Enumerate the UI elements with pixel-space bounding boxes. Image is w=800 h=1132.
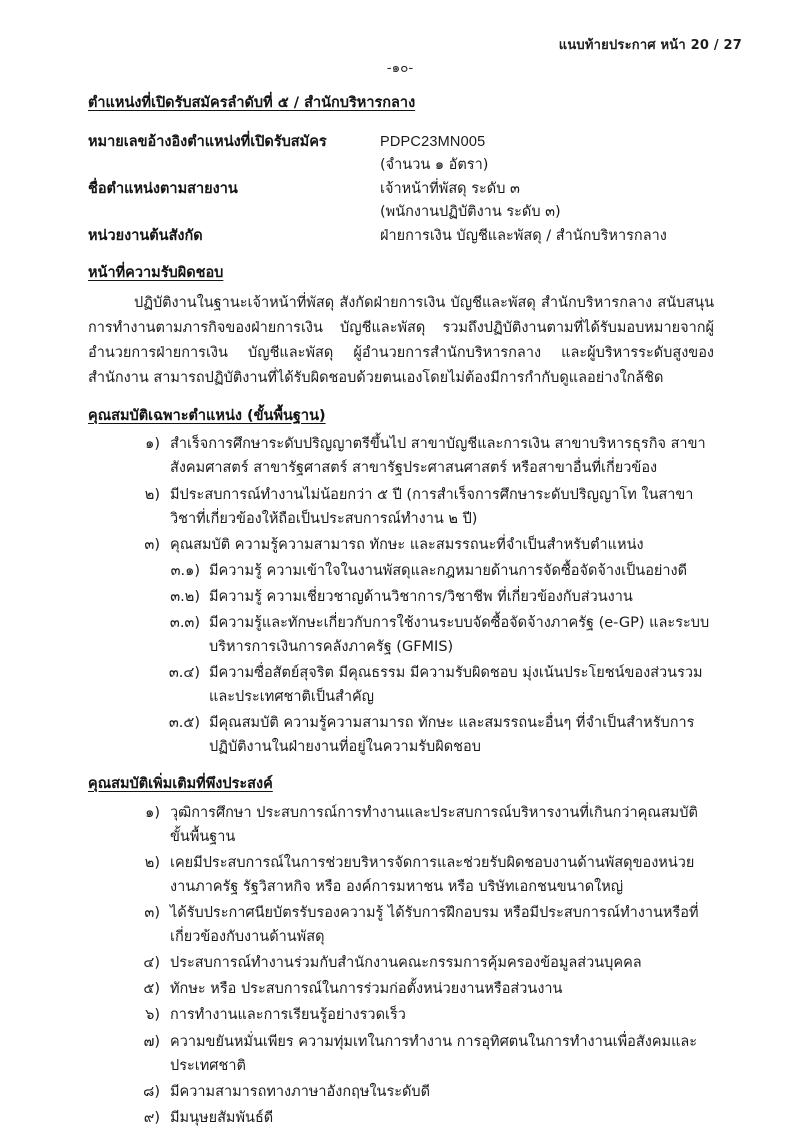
list-item bbox=[88, 533, 714, 557]
list-marker: ๔) bbox=[143, 955, 160, 972]
info-value-position-alt: (พนักงานปฏิบัติงาน ระดับ ๓) bbox=[380, 204, 561, 221]
list-marker: ๑) bbox=[145, 436, 160, 453]
list-item-text: ได้รับประกาศนียบัตรรับรองความรู้ ได้รับการฝึกอบรม หรือมีประสบการณ์ทำงานหรือที่เกี่ยวข้องกับงานด้านพัสดุ bbox=[170, 905, 699, 946]
list-item-text: มีความซื่อสัตย์สุจริต มีคุณธรรม มีความรับผิดชอบ มุ่งเน้นประโยชน์ของส่วนรวมและประเทศชาติเป็นสำคัญ bbox=[209, 664, 703, 706]
list-marker: ๘) bbox=[143, 1083, 160, 1100]
list-item bbox=[88, 611, 714, 659]
list-item-text: ประสบการณ์ทำงานร่วมกับสำนักงานคณะกรรมการคุ้มครองข้อมูลส่วนบุคคล bbox=[170, 955, 642, 972]
list-item-text: วุฒิการศึกษา ประสบการณ์การทำงานและประสบการณ์บริหารงานที่เกินกว่าคุณสมบัติขั้นพื้นฐาน bbox=[170, 804, 698, 846]
list-item-text: ทักษะ หรือ ประสบการณ์ในการร่วมก่อตั้งหน่วยงานหรือส่วนงาน bbox=[170, 981, 563, 998]
list-item-text: เคยมีประสบการณ์ในการช่วยบริหารจัดการและช่วยรับผิดชอบงานด้านพัสดุของหน่วยงานภาครัฐ รัฐวิสาหกิจ หรือ องค์การมหาชน หรือ บริษัทเอกชนขนาดใหญ่ bbox=[170, 855, 695, 896]
document-content bbox=[88, 92, 714, 1130]
list-marker: ๙) bbox=[143, 1109, 160, 1126]
list-item bbox=[88, 1003, 714, 1027]
list-marker: ๓.๔) bbox=[168, 664, 200, 681]
list-item bbox=[88, 483, 714, 531]
desirable-qualifications-heading: คุณสมบัติเพิ่มเติมที่พึงประสงค์ bbox=[88, 776, 273, 793]
info-values bbox=[380, 178, 714, 225]
responsibilities-section bbox=[88, 262, 714, 391]
core-qualifications-heading: คุณสมบัติเฉพาะตำแหน่ง (ขั้นพื้นฐาน) bbox=[88, 407, 326, 424]
page-folio-number: -๑๐- bbox=[386, 60, 414, 76]
list-marker: ๓) bbox=[144, 905, 160, 922]
desirable-qualifications-list bbox=[88, 801, 714, 1130]
info-values bbox=[380, 225, 714, 248]
list-item-text: มีความสามารถทางภาษาอังกฤษในระดับดี bbox=[170, 1083, 431, 1100]
list-item-text: มีความรู้ ความเชี่ยวชาญด้านวิชาการ/วิชาชีพ ที่เกี่ยวข้องกับส่วนงาน bbox=[209, 588, 633, 605]
list-item bbox=[88, 851, 714, 899]
position-info-block bbox=[88, 131, 714, 248]
list-item bbox=[88, 585, 714, 609]
info-value-headcount: (จำนวน ๑ อัตรา) bbox=[380, 157, 489, 174]
list-item bbox=[88, 977, 714, 1001]
list-marker: ๓.๕) bbox=[168, 715, 200, 732]
info-value-position: เจ้าหน้าที่พัสดุ ระดับ ๓ bbox=[380, 180, 520, 197]
list-item-text: คุณสมบัติ ความรู้ความสามารถ ทักษะ และสมรรถนะที่จำเป็นสำหรับตำแหน่ง bbox=[170, 536, 644, 553]
desirable-qualifications-section bbox=[88, 773, 714, 1130]
info-value-department: ฝ่ายการเงิน บัญชีและพัสดุ / สำนักบริหารกลาง bbox=[380, 227, 667, 244]
list-item bbox=[88, 901, 714, 949]
list-marker: ๒) bbox=[144, 486, 160, 503]
list-item-text: มีประสบการณ์ทำงานไม่น้อยกว่า ๕ ปี (การสำเร็จการศึกษาระดับปริญญาโท ในสาขาวิชาที่เกี่ยวข้องให้ถือเป็นประสบการณ์ทำงาน ๒ ปี) bbox=[170, 486, 694, 527]
info-row-position-title bbox=[88, 178, 714, 225]
list-item bbox=[88, 1030, 714, 1078]
core-qualifications-section bbox=[88, 405, 714, 760]
responsibilities-heading: หน้าที่ความรับผิดชอบ bbox=[88, 265, 224, 282]
list-marker: ๑) bbox=[145, 804, 160, 821]
list-item-text: มีความรู้และทักษะเกี่ยวกับการใช้งานระบบจัดซื้อจัดจ้างภาครัฐ (e-GP) และระบบบริหารการเงินการคลังภาครัฐ (GFMIS) bbox=[209, 614, 710, 655]
list-item bbox=[88, 801, 714, 849]
info-label: ชื่อตำแหน่งตามสายงาน bbox=[88, 180, 238, 197]
info-values bbox=[380, 131, 714, 178]
list-item bbox=[88, 1106, 714, 1130]
list-item bbox=[88, 432, 714, 480]
page-title: ตำแหน่งที่เปิดรับสมัครลำดับที่ ๕ / สำนักบริหารกลาง bbox=[88, 95, 416, 111]
info-label: หน่วยงานต้นสังกัด bbox=[88, 227, 203, 244]
list-item-text: การทำงานและการเรียนรู้อย่างรวดเร็ว bbox=[170, 1007, 406, 1024]
info-label: หมายเลขอ้างอิงตำแหน่งที่เปิดรับสมัคร bbox=[88, 133, 327, 150]
list-item bbox=[88, 1080, 714, 1104]
list-marker: ๒) bbox=[144, 855, 160, 872]
info-row-reference-number bbox=[88, 131, 714, 178]
list-item-text: สำเร็จการศึกษาระดับปริญญาตรีขึ้นไป สาขาบัญชีและการเงิน สาขาบริหารธุรกิจ สาขาสังคมศาสตร์ สาขารัฐศาสตร์ สาขารัฐประศาสนศาสตร์ หรือสาขาอื่นที่เกี่ยวข้อง bbox=[170, 436, 706, 477]
core-qualifications-list bbox=[88, 432, 714, 759]
list-marker: ๓.๓) bbox=[169, 614, 200, 631]
list-marker: ๓.๒) bbox=[170, 588, 200, 605]
list-marker: ๕) bbox=[143, 981, 160, 998]
list-item bbox=[88, 711, 714, 759]
list-marker: ๖) bbox=[145, 1007, 160, 1024]
list-item bbox=[88, 661, 714, 709]
list-item bbox=[88, 559, 714, 583]
info-row-department bbox=[88, 225, 714, 248]
list-marker: ๓.๑) bbox=[170, 562, 200, 579]
info-value-code: PDPC23MN005 bbox=[380, 133, 486, 150]
list-marker: ๓) bbox=[144, 536, 160, 553]
list-item-text: มีความรู้ ความเข้าใจในงานพัสดุและกฎหมายด้านการจัดซื้อจัดจ้างเป็นอย่างดี bbox=[209, 562, 688, 579]
responsibilities-paragraph: ปฏิบัติงานในฐานะเจ้าหน้าที่พัสดุ สังกัดฝ่ายการเงิน บัญชีและพัสดุ สำนักบริหารกลาง สนับสนุนการทำงานตามภารกิจของฝ่ายการเงิน บัญชีและพัสดุ รวมถึงปฏิบัติงานตามที่ได้รับมอบหมายจากผู้อำนวยการฝ่ายการเงิน บัญชีและพัสดุ ผู้อำนวยการสำนักบริหารกลาง และผู้บริหารระดับสูงของสำนักงาน สามารถปฏิบัติงานที่ได้รับผิดชอบด้วยตนเองโดยไม่ต้องมีการกำกับดูแลอย่างใกล้ชิด bbox=[88, 294, 714, 386]
document-header-reference: แนบท้ายประกาศ หน้า 20 / 27 bbox=[558, 38, 742, 53]
list-item-text: มีมนุษยสัมพันธ์ดี bbox=[170, 1109, 274, 1126]
list-item bbox=[88, 951, 714, 975]
list-marker: ๗) bbox=[143, 1033, 160, 1050]
list-item-text: ความขยันหมั่นเพียร ความทุ่มเทในการทำงาน การอุทิศตนในการทำงานเพื่อสังคมและประเทศชาติ bbox=[170, 1033, 698, 1074]
list-item-text: มีคุณสมบัติ ความรู้ความสามารถ ทักษะ และสมรรถนะอื่นๆ ที่จำเป็นสำหรับการปฏิบัติงานในฝ่ายงานที่อยู่ในความรับผิดชอบ bbox=[209, 715, 695, 756]
